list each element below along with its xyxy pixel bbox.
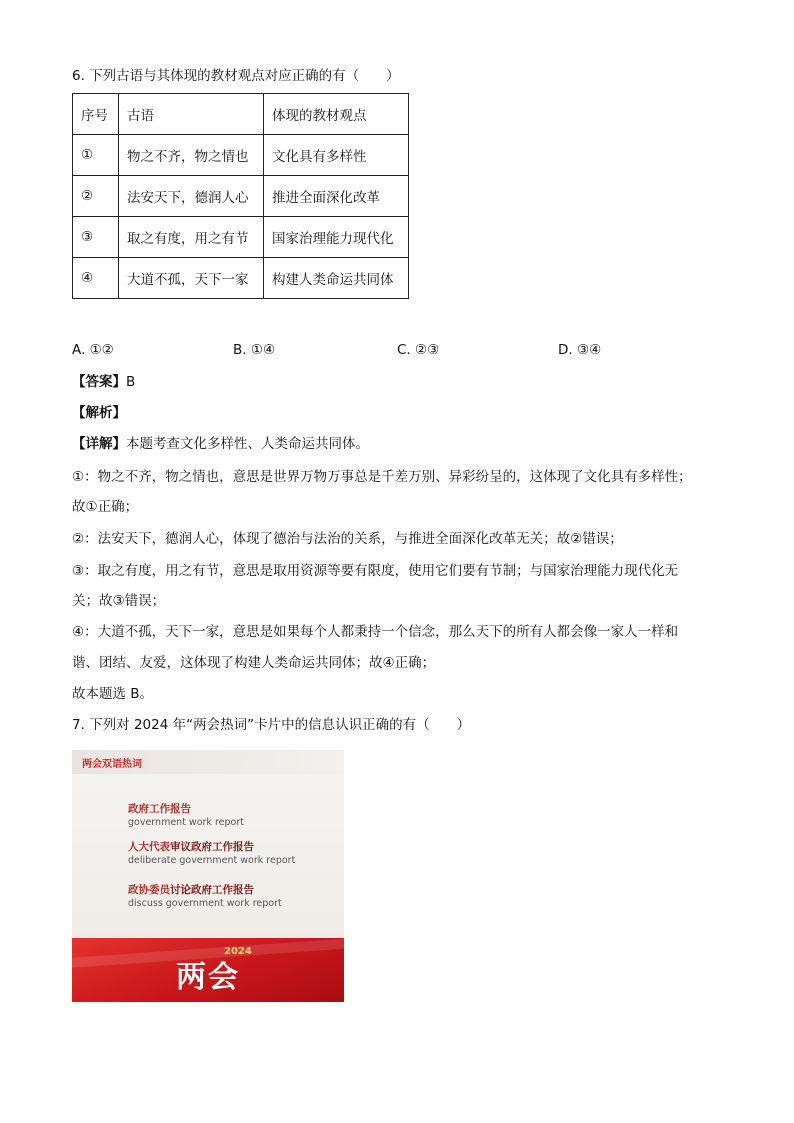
table-cell: 推进全面深化改革 [264,176,409,217]
table-cell: ④ [73,258,119,299]
explanation-line: ④：大道不孤，天下一家，意思是如果每个人都秉持一个信念，那么天下的所有人都会像一家人一样和 [72,624,679,640]
table-row [73,217,409,258]
explanation-line: ②：法安天下，德润人心，体现了德治与法治的关系，与推进全面深化改革无关；故②错误； [72,531,623,547]
question-7-stem: 7. 下列对 2024 年“两会热词”卡片中的信息认识正确的有（ ） [72,717,471,733]
banner-year: 2024 [224,946,252,957]
term-english: government work report [128,817,244,828]
term-english: deliberate government work report [128,855,296,866]
term-chinese [128,802,244,816]
analysis-tag: 【解析】 [72,405,126,421]
buzzword-card-image [72,750,344,1002]
explanation-line: ①：物之不齐，物之情也，意思是世界万物万事总是千差万别、异彩纷呈的，这体现了文化具有多样性； [72,469,692,485]
table-cell: ② [73,176,119,217]
table-cell: 文化具有多样性 [264,135,409,176]
term-chinese-part: 政协委员 [128,884,170,896]
answer-line [72,372,135,392]
detail-tag: 【详解】 [72,436,126,452]
detail-intro: 本题考查文化多样性、人类命运共同体。 [126,436,369,452]
term-item [128,840,295,868]
table-row [73,258,409,299]
option-d: D. ③④ [558,342,602,358]
term-item [128,883,282,911]
table-cell: 物之不齐，物之情也 [119,135,264,176]
table-header-row [73,94,409,135]
explanation-line: 谐、团结、友爱，这体现了构建人类命运共同体；故④正确； [72,655,436,671]
term-chinese [128,883,282,897]
term-chinese-part: 讨论政府工作报告 [170,884,254,896]
answer-value: B [126,374,136,390]
ancient-sayings-table [72,93,409,299]
explanation-line: 关；故③错误； [72,593,166,609]
card-header [72,750,344,774]
table-cell: ① [73,135,119,176]
table-cell: 构建人类命运共同体 [264,258,409,299]
option-a: A. ①② [72,342,114,358]
option-b: B. ①④ [233,342,276,358]
table-header-cell: 体现的教材观点 [264,94,409,135]
term-item [128,802,244,830]
term-english: discuss government work report [128,898,282,909]
table-cell: 取之有度，用之有节 [119,217,264,258]
table-cell: ③ [73,217,119,258]
answer-tag: 【答案】 [72,374,126,390]
table-cell: 法安天下，德润人心 [119,176,264,217]
term-chinese-part: 人大代表 [128,841,170,853]
term-chinese [128,840,295,854]
table-row [73,135,409,176]
term-chinese-part: 审议政府工作报告 [170,841,254,853]
question-6-stem: 6. 下列古语与其体现的教材观点对应正确的有（ ） [72,68,400,84]
explanation-line: 故①正确； [72,499,139,515]
detail-line [72,434,369,454]
option-c: C. ②③ [397,342,440,358]
card-header-title: 两会双语热词 [82,759,142,770]
banner-title: 两会 [176,960,240,995]
term-chinese-part: 政府工作报告 [128,803,191,815]
explanation-line: ③：取之有度，用之有节，意思是取用资源等要有限度，使用它们要有节制；与国家治理能力现代化无 [72,563,679,579]
explanation-line: 故本题选 B。 [72,686,154,702]
table-header-cell: 序号 [73,94,119,135]
table-header-cell: 古语 [119,94,264,135]
answer-options [72,342,712,362]
table-row [73,176,409,217]
two-sessions-banner [72,938,344,1002]
table-cell: 大道不孤，天下一家 [119,258,264,299]
table-cell: 国家治理能力现代化 [264,217,409,258]
